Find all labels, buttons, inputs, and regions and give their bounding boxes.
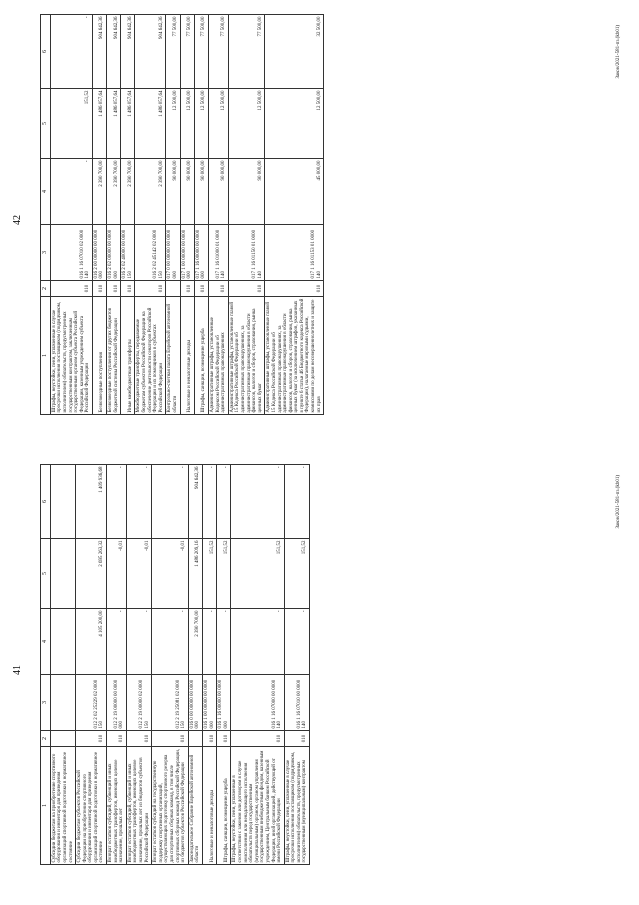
row-remainder-cell: 904 642,36 [121, 15, 135, 89]
row-plan-cell: - [126, 609, 151, 675]
row-plan-cell: 90 000,00 [166, 159, 180, 225]
row-plan-cell: 90 000,00 [228, 159, 265, 225]
row-admin-cell: 010 [107, 731, 127, 747]
table-row [284, 465, 309, 865]
row-name-cell: Штрафы, неустойки, пени, уплаченные в соответствии с законом или договором в случае неисполнения или ненадлежащего исполнения обязательств перед государственным (муниципальным) органом, органом управления государственным внебюджетным фондом, казенным учреждением, Центральным банком Российской Федерации, иной организацией, действующей от имени Российской Федерации [231, 747, 284, 865]
row-code-cell: 017 1 16 00000 00 0000 000 [194, 225, 208, 281]
row-exec-cell: -0,01 [126, 539, 151, 609]
row-admin-cell: 010 [202, 731, 216, 747]
row-plan-cell: - [107, 609, 127, 675]
row-plan-cell: 90 000,00 [208, 159, 228, 225]
row-name-cell: Контрольно-счетная палата Еврейской автономной области [166, 297, 180, 415]
budget-table [40, 14, 324, 415]
row-exec-cell: 1 486 057,64 [135, 89, 166, 159]
row-name-cell: Штрафы, неустойки, пени, уплаченные в случае просрочки исполнения поставщиком (подрядчиком, исполнителем) обязательств, предусмотренных государственным контрактом, заключенным государственным органом субъекта Российской Федерации, казенным учреждением субъекта Российской Федерации [50, 297, 92, 415]
row-remainder-cell: 77 500,00 [180, 15, 194, 89]
row-code-cell: 016 2 02 00000 00 0000 000 [107, 225, 121, 281]
row-name-cell: Штрафы, неустойки, пени, уплаченные в случае просрочки исполнения поставщиком (подрядчиком, исполнителем) обязательств, предусмотренных государственным (муниципальным) контрактом [284, 747, 309, 865]
row-code-cell: 016 0 00 00000 00 0000 000 [188, 675, 202, 731]
budget-table [40, 464, 310, 865]
row-admin-cell: 010 [135, 281, 166, 297]
row-exec-cell: 12 500,00 [208, 89, 228, 159]
row-name-cell: Субсидии бюджетам субъектов Российской Федерации на приобретение спортивного оборудования и инвентаря для приведения организаций спортивной подготовки в нормативное состояние [76, 747, 107, 865]
row-exec-cell: 12 500,00 [180, 89, 194, 159]
row-remainder-cell: 32 500,00 [265, 15, 324, 89]
table-row [50, 15, 92, 415]
table-row [126, 465, 151, 865]
row-code-cell [50, 675, 75, 731]
row-exec-cell: -0,01 [107, 539, 127, 609]
row-exec-cell: 151,52 [231, 539, 284, 609]
row-remainder-cell: 77 500,00 [208, 15, 228, 89]
row-exec-cell: 1 486 057,64 [92, 89, 106, 159]
row-admin-cell: 010 [121, 281, 135, 297]
row-remainder-cell: - [231, 465, 284, 539]
table-row [180, 15, 194, 415]
row-code-cell: 012 2 19 00000 02 0000 150 [126, 675, 151, 731]
row-exec-cell: 2 695 263,32 [76, 539, 107, 609]
row-remainder-cell: - [107, 465, 127, 539]
row-code-cell: 016 1 16 07010 02 0000 140 [50, 225, 92, 281]
table-row [121, 15, 135, 415]
table-header-row [41, 465, 51, 865]
row-name-cell: Административные штрафы, установленные главой 15 Кодекса Российской Федерации об административных правонарушениях, за административные правонарушения в области финансов, налогов и сборов, страхования, рынка ценных бумаг [228, 297, 265, 415]
row-admin-cell: 010 [231, 731, 284, 747]
header-cell: 1 [41, 297, 51, 415]
row-name-cell: Административные штрафы, установленные Кодексом Российской Федерации об административных правонарушениях [208, 297, 228, 415]
header-cell: 2 [41, 731, 51, 747]
row-admin-cell: 010 [152, 731, 189, 747]
header-cell: 5 [41, 539, 51, 609]
table-row [228, 15, 265, 415]
row-remainder-cell: 77 500,00 [194, 15, 208, 89]
table-row [135, 15, 166, 415]
row-plan-cell: - [50, 159, 92, 225]
row-plan-cell [50, 609, 75, 675]
table-row [107, 465, 127, 865]
row-admin-cell: 010 [92, 281, 106, 297]
row-admin-cell: 010 [107, 281, 121, 297]
row-code-cell: 012 2 19 00000 00 0000 000 [107, 675, 127, 731]
table-row [50, 465, 75, 865]
header-cell: 3 [41, 225, 51, 281]
row-remainder-cell: - [152, 465, 189, 539]
row-remainder-cell: - [126, 465, 151, 539]
row-admin-cell [188, 731, 202, 747]
page-footer: Закон/2021-581-пз.(kb01) [616, 475, 621, 529]
row-name-cell: Возврат остатков субсидий, субвенций и иных межбюджетных трансфертов, имеющих целевое назначение, прошлых лет [107, 747, 127, 865]
row-exec-cell: 12 500,00 [194, 89, 208, 159]
row-plan-cell: - [152, 609, 189, 675]
table-row [107, 15, 121, 415]
row-name-cell: Административные штрафы, установленные главой 15 Кодекса Российской Федерации об административных правонарушениях, за административные правонарушения в области финансов, налогов и сборов, страхования, рынка ценных бумаг (за исключением штрафов, указанных в пункте 6 статьи 46 Бюджетного кодекса Российской Федерации), налагаемые мировыми судьями, комиссиями по делам несовершеннолетних и защите их прав [265, 297, 324, 415]
row-plan-cell: 2 390 700,00 [121, 159, 135, 225]
table-row [194, 15, 208, 415]
row-admin-cell [50, 731, 75, 747]
row-name-cell: Штрафы, санкции, возмещение ущерба [217, 747, 231, 865]
table-row [166, 15, 180, 415]
header-cell: 2 [41, 281, 51, 297]
row-remainder-cell: 77 500,00 [166, 15, 180, 89]
row-code-cell: 016 1 16 07010 00 0000 140 [284, 675, 309, 731]
row-name-cell: Налоговые и неналоговые доходы [202, 747, 216, 865]
row-name-cell: Иные межбюджетные трансферты [121, 297, 135, 415]
table-row [188, 465, 202, 865]
row-code-cell: 016 1 16 00000 00 0000 000 [217, 675, 231, 731]
row-name-cell: Безвозмездные поступления от других бюджетов бюджетной системы Российской Федерации [107, 297, 121, 415]
table-header-row [41, 15, 51, 415]
row-remainder-cell: 904 642,36 [135, 15, 166, 89]
row-admin-cell: 010 [228, 281, 265, 297]
table-row [208, 15, 228, 415]
row-code-cell: 017 1 16 01150 01 0000 140 [228, 225, 265, 281]
row-remainder-cell [50, 465, 75, 539]
table-row [92, 15, 106, 415]
row-plan-cell: 2 390 700,00 [92, 159, 106, 225]
row-name-cell: Законодательное Собрание Еврейской автономной области [188, 747, 202, 865]
row-exec-cell: 12 500,00 [166, 89, 180, 159]
page-number: 42 [12, 215, 23, 225]
table-row [265, 15, 324, 415]
row-admin-cell: 010 [208, 281, 228, 297]
table-row [202, 465, 216, 865]
row-name-cell: Налоговые и неналоговые доходы [180, 297, 194, 415]
page-42 [0, 5, 639, 435]
row-exec-cell: 1 486 209,16 [188, 539, 202, 609]
row-admin-cell: 010 [50, 281, 92, 297]
header-cell: 1 [41, 747, 51, 865]
row-code-cell: 016 2 02 40000 00 0000 150 [121, 225, 135, 281]
row-exec-cell: -0,01 [152, 539, 189, 609]
header-cell: 4 [41, 609, 51, 675]
row-code-cell: 016 1 00 00000 00 0000 000 [202, 675, 216, 731]
header-cell: 3 [41, 675, 51, 731]
row-admin-cell: 010 [180, 281, 194, 297]
row-exec-cell: 1 486 057,64 [121, 89, 135, 159]
row-admin-cell: 010 [284, 731, 309, 747]
row-exec-cell: 151,52 [202, 539, 216, 609]
row-name-cell: Возврат остатков субсидий на государственную поддержку спортивных организаций, осуществляющих подготовку спортивного резерва для спортивных сборных команд, в том числе спортивных сборных команд Российской Федерации, из бюджетов субъектов Российской Федерации [152, 747, 189, 865]
row-admin-cell: 010 [265, 281, 324, 297]
row-remainder-cell: 904 642,36 [92, 15, 106, 89]
row-plan-cell: 2 390 700,00 [135, 159, 166, 225]
row-code-cell: 016 2 00 00000 00 0000 000 [92, 225, 106, 281]
row-plan-cell: 90 000,00 [180, 159, 194, 225]
row-exec-cell: 151,52 [217, 539, 231, 609]
row-remainder-cell: 904 642,36 [107, 15, 121, 89]
row-code-cell: 017 0 00 00000 00 0000 000 [166, 225, 180, 281]
row-remainder-cell: - [50, 15, 92, 89]
row-name-cell: Субсидии бюджетам на приобретение спортивного оборудования и инвентаря для приведения организаций спортивной подготовки в нормативное состояние [50, 747, 75, 865]
row-plan-cell: 90 000,00 [194, 159, 208, 225]
row-plan-cell: - [231, 609, 284, 675]
row-plan-cell: - [202, 609, 216, 675]
row-plan-cell: - [217, 609, 231, 675]
header-cell: 6 [41, 15, 51, 89]
row-plan-cell: 2 390 700,00 [188, 609, 202, 675]
row-code-cell: 012 2 02 25229 02 0000 150 [76, 675, 107, 731]
row-code-cell: 017 1 16 01000 01 0000 140 [208, 225, 228, 281]
table-row [76, 465, 107, 865]
row-exec-cell: 151,52 [284, 539, 309, 609]
row-name-cell: Штрафы, санкции, возмещение ущерба [194, 297, 208, 415]
row-plan-cell: 45 000,00 [265, 159, 324, 225]
header-cell: 4 [41, 159, 51, 225]
row-code-cell: 017 1 00 00000 00 0000 000 [180, 225, 194, 281]
row-exec-cell [50, 539, 75, 609]
table-row [217, 465, 231, 865]
table-row [231, 465, 284, 865]
header-cell: 5 [41, 89, 51, 159]
row-exec-cell: 12 500,00 [228, 89, 265, 159]
row-code-cell: 016 2 02 45142 02 0000 150 [135, 225, 166, 281]
row-plan-cell: 2 390 700,00 [107, 159, 121, 225]
row-admin-cell [166, 281, 180, 297]
row-exec-cell: 151,52 [50, 89, 92, 159]
row-name-cell: Безвозмездные поступления [92, 297, 106, 415]
page-number: 41 [12, 665, 23, 675]
row-remainder-cell: - [284, 465, 309, 539]
row-admin-cell: 010 [217, 731, 231, 747]
row-plan-cell: 4 105 200,00 [76, 609, 107, 675]
row-exec-cell: 1 486 057,64 [107, 89, 121, 159]
row-remainder-cell: 904 642,36 [188, 465, 202, 539]
table-body [50, 465, 309, 865]
header-cell: 6 [41, 465, 51, 539]
page-footer: Закон/2021-581-пз.(kb01) [616, 25, 621, 79]
row-plan-cell: - [284, 609, 309, 675]
row-code-cell: 012 2 19 25081 02 0000 150 [152, 675, 189, 731]
page-41 [0, 455, 639, 885]
row-admin-cell: 010 [76, 731, 107, 747]
table-body [50, 15, 324, 415]
row-remainder-cell: - [202, 465, 216, 539]
row-remainder-cell: 77 500,00 [228, 15, 265, 89]
row-code-cell: 017 1 16 01153 01 0000 140 [265, 225, 324, 281]
row-admin-cell: 010 [126, 731, 151, 747]
row-admin-cell: 010 [194, 281, 208, 297]
row-name-cell: Возврат остатков субсидий, субвенций и иных межбюджетных трансфертов, имеющих целевое назначение, прошлых лет из бюджетов субъектов Российской Федерации [126, 747, 151, 865]
row-exec-cell: 12 500,00 [265, 89, 324, 159]
table-row [152, 465, 189, 865]
row-name-cell: Межбюджетные трансферты, передаваемые бюджетам субъектов Российской Федерации на обеспечение деятельности сенаторов Российской Федерации и их помощников в субъектах Российской Федерации [135, 297, 166, 415]
row-remainder-cell: 1 409 936,68 [76, 465, 107, 539]
row-code-cell: 016 1 16 07000 00 0000 140 [231, 675, 284, 731]
row-remainder-cell: - [217, 465, 231, 539]
